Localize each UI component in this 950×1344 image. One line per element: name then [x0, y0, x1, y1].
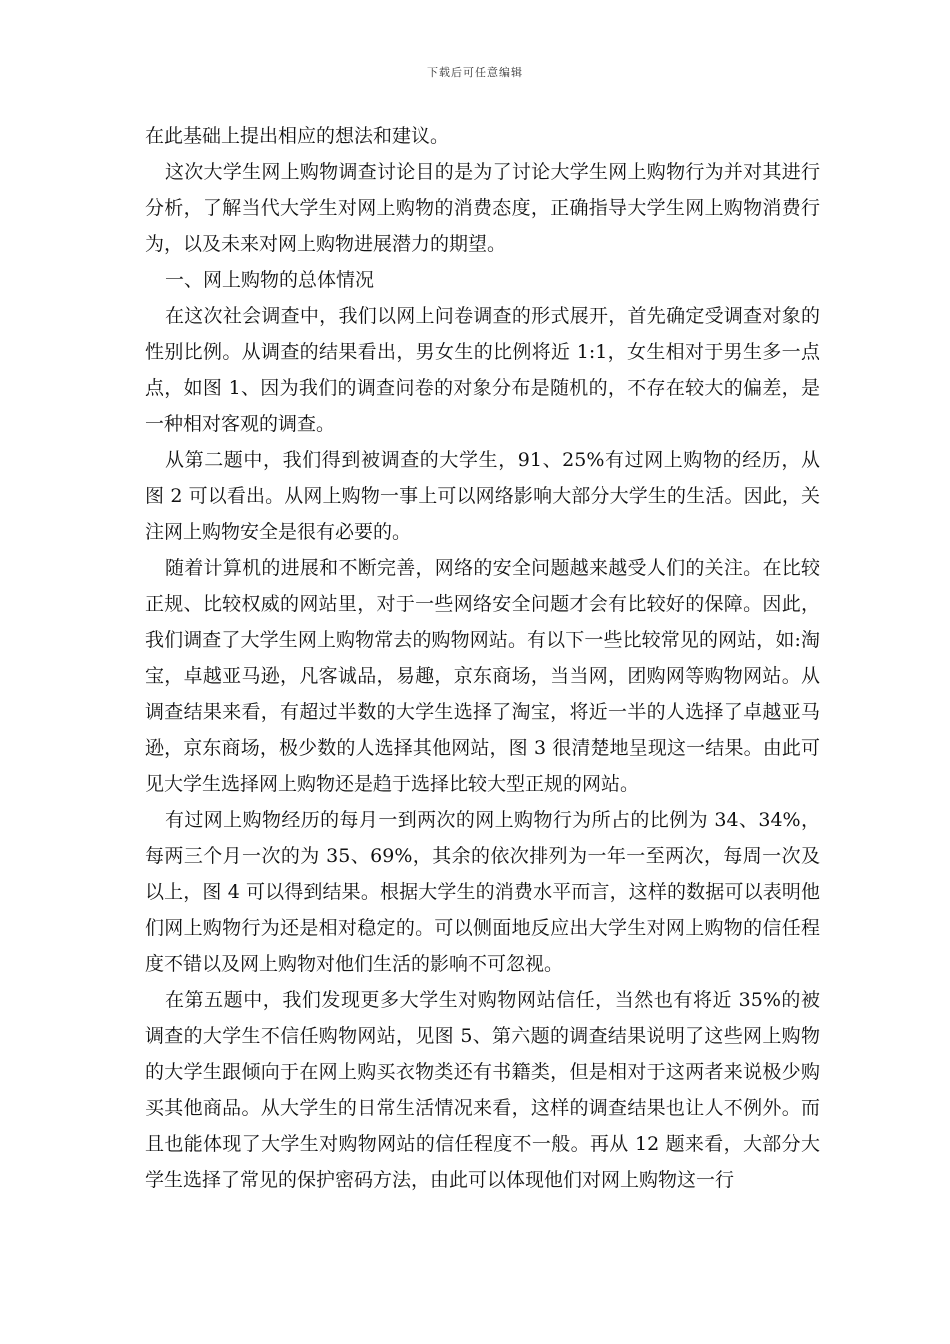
paragraph-website-trust: 在第五题中，我们发现更多大学生对购物网站信任，当然也有将近 35%的被调查的大学生不信任购物网站，见图 5、第六题的调查结果说明了这些网上购物的大学生跟倾向于在网上购买衣物类还有书籍类，但是相对于这两者来说极少购买其他商品。从大学生的日常生活情况来看，这样的调查结果也让人不例外。而且也能体现了大学生对购物网站的信任程度不一般。再从 12 题来看，大部分大学生选择了常见的保护密码方法，由此可以体现他们对网上购物这一行 — [145, 989, 820, 1191]
paragraph-survey-purpose: 这次大学生网上购物调查讨论目的是为了讨论大学生网上购物行为并对其进行分析，了解当代大学生对网上购物的消费态度，正确指导大学生网上购物消费行为，以及未来对网上购物进展潜力的期望。 — [145, 161, 820, 255]
paragraph-gender-ratio: 在这次社会调查中，我们以网上问卷调查的形式展开，首先确定受调查对象的性别比例。从调查的结果看出，男女生的比例将近 1:1，女生相对于男生多一点点，如图 1、因为我们的调查问卷的对象分布是随机的，不存在较大的偏差，是一种相对客观的调查。 — [145, 305, 820, 435]
paragraph-shopping-experience: 从第二题中，我们得到被调查的大学生，91、25%有过网上购物的经历，从图 2 可以看出。从网上购物一事上可以网络影响大部分大学生的生活。因此，关注网上购物安全是很有必要的。 — [145, 449, 820, 543]
page-header-note: 下载后可任意编辑 — [427, 66, 523, 79]
document-body — [145, 118, 820, 1198]
paragraph-intro-continuation: 在此基础上提出相应的想法和建议。 — [145, 125, 450, 147]
paragraph-shopping-websites: 随着计算机的进展和不断完善，网络的安全问题越来越受人们的关注。在比较正规、比较权威的网站里，对于一些网络安全问题才会有比较好的保障。因此，我们调查了大学生网上购物常去的购物网站。有以下一些比较常见的网站，如:淘宝，卓越亚马逊，凡客诚品，易趣，京东商场，当当网，团购网等购物网站。从调查结果来看，有超过半数的大学生选择了淘宝，将近一半的人选择了卓越亚马逊，京东商场，极少数的人选择其他网站，图 3 很清楚地呈现这一结果。由此可见大学生选择网上购物还是趋于选择比较大型正规的网站。 — [145, 557, 820, 795]
paragraph-shopping-frequency: 有过网上购物经历的每月一到两次的网上购物行为所占的比例为 34、34%，每两三个月一次的为 35、69%，其余的依次排列为一年一至两次，每周一次及以上，图 4 可以得到结果。根据大学生的消费水平而言，这样的数据可以表明他们网上购物行为还是相对稳定的。可以侧面地反应出大学生对网上购物的信任程度不错以及网上购物对他们生活的影响不可忽视。 — [145, 809, 820, 975]
section-heading-overall-situation: 一、网上购物的总体情况 — [165, 269, 375, 291]
